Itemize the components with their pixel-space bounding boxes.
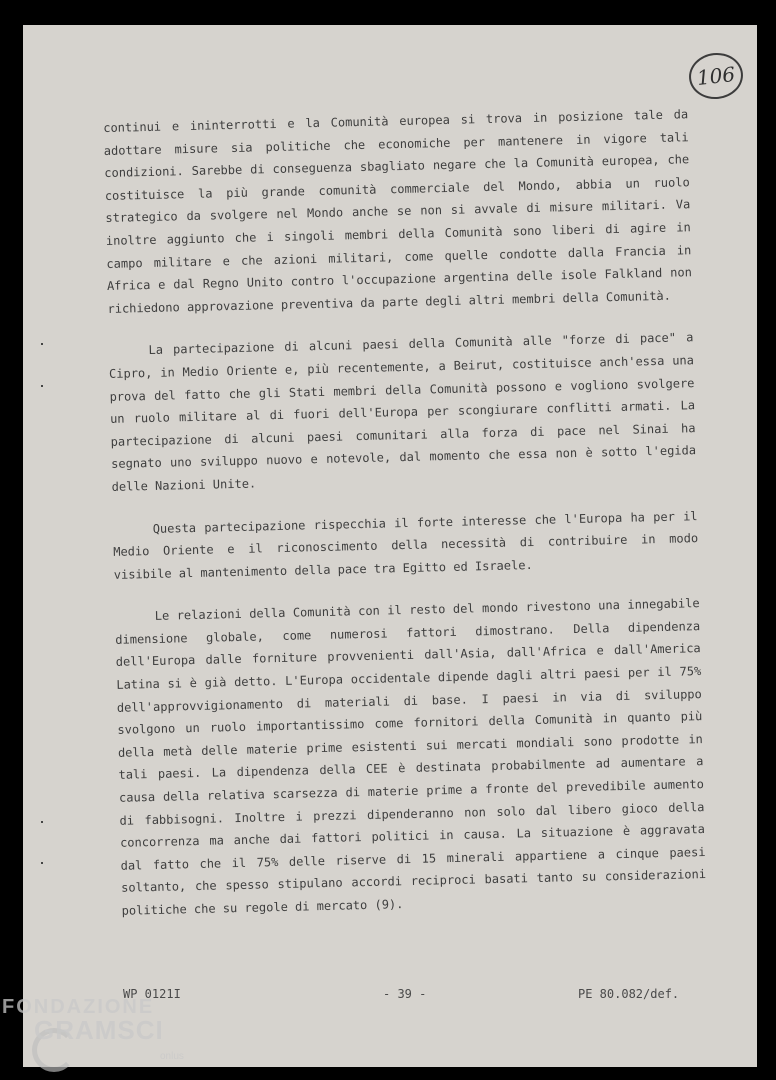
watermark-line-3: onlus	[160, 1051, 184, 1062]
handwritten-page-number	[687, 50, 746, 101]
watermark	[2, 996, 184, 1062]
margin-dot	[41, 385, 43, 387]
watermark-line-1: FONDAZIONE	[2, 996, 155, 1018]
watermark-line-2: GRAMSCI	[34, 1015, 164, 1045]
footer-page-number: - 39 -	[383, 987, 427, 1001]
paragraph-2: La partecipazione di alcuni paesi della Comunità alle "forze di pace" a Cipro, in Medio Oriente e, più recentemente, a Beirut, costituisce anch'essa una prova del fatto che gli Stati membri della Comunità possono e vogliono svolgere un ruolo militare al di fuori dell'Europa per scongiurare conflitti armati. La partecipazione di alcuni paesi comunitari alla forza di pace nel Sinai ha segnato uno sviluppo nuovo e notevole, dal momento che essa non è sotto l'egida delle Nazioni Unite.	[108, 330, 697, 494]
document-page	[23, 25, 757, 1067]
paragraph-3: Questa partecipazione rispecchia il forte interesse che l'Europa ha per il Medio Oriente e il riconoscimento della necessità di contribuire in modo visibile al mantenimento della pace tra Egitto ed Israele.	[113, 508, 699, 582]
margin-dot	[41, 343, 43, 345]
page-number-text: 106	[695, 62, 737, 90]
paragraph-1: continui e ininterrotti e la Comunità europea si trova in posizione tale da adottare misure sia politiche che economiche per mantenere in vigore tali condizioni. Sarebbe di conseguenza sbagliato negare che la Comunità europea, che costituisce la più grande comunità commerciale del Mondo, abbia un ruolo strategico da svolgere nel Mondo anche se non si avvale di misure militari. Va inoltre aggiunto che i singoli membri della Comunità sono liberi di agire in campo militare e che azioni militari, come quelle condotte dalla Francia in Africa e dal Regno Unito contro l'occupazione argentina delle isole Falkland non richiedono approvazione preventiva da parte degli altri membri della Comunità.	[103, 107, 692, 316]
paragraph-4: Le relazioni della Comunità con il resto del mondo rivestono una innegabile dimensione globale, come numerosi fattori dimostrano. Della dipendenza dell'Europa dalle forniture provvenienti dall'Asia, dall'Africa e dall'America Latina si è già detto. L'Europa occidentale dipende dagli altri paesi per il 75% dell'approvvigionamento di materiali di base. I paesi in via di sviluppo svolgono un ruolo importantissimo come fornitori della Comunità in quanto più della metà delle materie prime esistenti sui mercati mondiali sono prodotte in tali paesi. La dipendenza della CEE è destinata probabilmente ad aumentare a causa della relativa scarsezza di materie prime a fronte del prevedibile aumento di fabbisogni. Inoltre i prezzi dipenderanno non solo dal libero gioco della concorrenza ma anche dai fattori politici in causa. La situazione è aggravata dal fatto che il 75% delle riserve di 15 minerali appartiene a cinque paesi soltanto, che spesso stipulano accordi reciproci basati tanto su considerazioni politiche che su regole di mercato (9).	[115, 596, 707, 918]
footer-reference: PE 80.082/def.	[578, 987, 680, 1001]
footer-document-code: WP 0121I	[123, 987, 181, 1001]
margin-dot	[41, 821, 43, 823]
document-body	[103, 103, 707, 942]
margin-dot	[41, 862, 43, 864]
